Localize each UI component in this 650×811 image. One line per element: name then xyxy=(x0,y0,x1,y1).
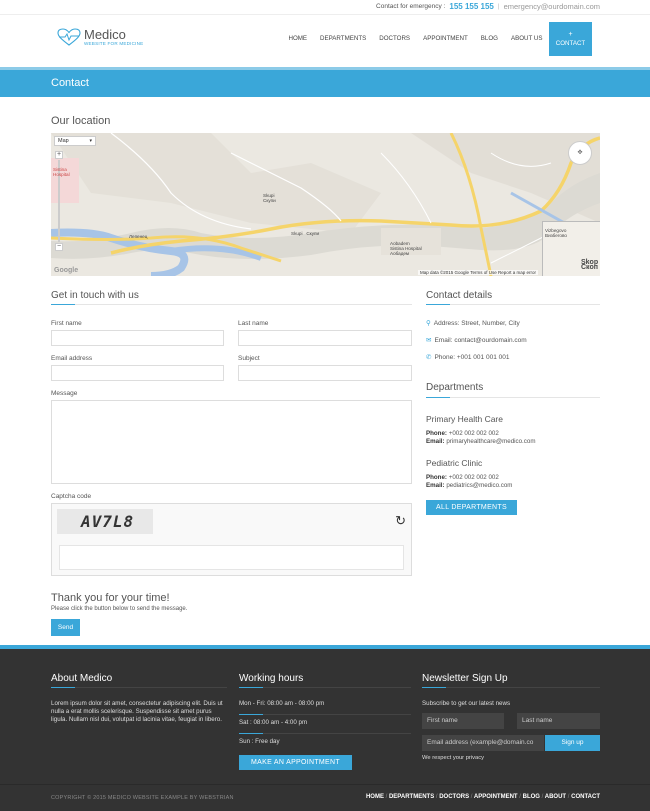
newsletter-underline xyxy=(422,687,600,688)
hours-sunday: Sun : Free day xyxy=(239,738,280,745)
make-appointment-button[interactable]: MAKE AN APPOINTMENT xyxy=(239,755,352,770)
refresh-icon[interactable]: ↻ xyxy=(395,513,406,528)
map-type-select[interactable] xyxy=(54,136,96,146)
copyright: COPYRIGHT © 2015 MEDICO WEBSITE EXAMPLE BY WEBSTRIAN xyxy=(51,795,234,801)
map-label-lepenec: Лепенец xyxy=(129,234,148,239)
footer-nav-sep: / xyxy=(541,794,544,800)
newsletter-email-input[interactable]: Email address (example@domain.co xyxy=(422,735,544,751)
footer-nav-sep: / xyxy=(519,794,521,800)
footer-nav-sep: / xyxy=(385,794,388,800)
footer-nav-sep: / xyxy=(470,794,473,800)
nav-home[interactable]: HOME xyxy=(288,35,308,42)
main-nav xyxy=(282,22,592,56)
footer-nav-appointment[interactable]: APPOINTMENT xyxy=(473,794,518,800)
site-footer xyxy=(0,645,650,811)
footer-nav-sep: / xyxy=(567,794,570,800)
footer-nav-blog[interactable]: BLOG xyxy=(522,794,540,800)
top-bar xyxy=(0,0,650,14)
newsletter-last-name-input[interactable]: Last name xyxy=(517,713,600,729)
phone-icon: ✆ xyxy=(426,354,432,361)
email-label: Email: xyxy=(426,438,445,445)
footer-nav-contact[interactable]: CONTACT xyxy=(571,794,600,800)
captcha-image: AV7L8 xyxy=(57,509,153,534)
footer-nav-about[interactable]: ABOUT xyxy=(544,794,567,800)
map-label-skupi-road: Skupi Скупи xyxy=(291,231,320,236)
nav-departments[interactable]: DEPARTMENTS xyxy=(320,35,367,42)
newsletter-text: Subscribe to get our latest news xyxy=(422,700,511,707)
footer-nav-doctors[interactable]: DOCTORS xyxy=(439,794,470,800)
email-label: Email: xyxy=(426,482,445,489)
map-label-skop: Skop Скоп xyxy=(581,259,599,271)
topbar-separator: | xyxy=(497,3,500,10)
newsletter-first-name-input[interactable]: First name xyxy=(422,713,504,729)
subject-input[interactable] xyxy=(238,365,412,381)
page-title: Contact xyxy=(51,77,89,89)
contact-address xyxy=(426,319,520,327)
thanks-text: Please click the button below to send the message. xyxy=(51,606,188,612)
first-name-label: First name xyxy=(51,320,82,327)
contact-phone-text: Phone: +001 001 001 001 xyxy=(434,354,510,361)
zoom-out-button[interactable]: − xyxy=(56,243,62,250)
signup-button[interactable]: Sign up xyxy=(545,735,600,751)
nav-contact[interactable] xyxy=(549,22,592,56)
last-name-input[interactable] xyxy=(238,330,412,346)
footer-nav-departments[interactable]: DEPARTMENTS xyxy=(388,794,435,800)
message-label: Message xyxy=(51,390,78,397)
map-label-vizbegovo: Vizbegovo Визбегово xyxy=(545,228,567,238)
logo-name: Medico xyxy=(84,26,126,42)
departments-underline xyxy=(426,397,600,398)
form-title-underline xyxy=(51,304,412,305)
privacy-note: We respect your privacy xyxy=(422,755,485,761)
map-label-skupi: Skupi Скупи xyxy=(263,193,276,203)
map-marker-icon: ⚲ xyxy=(426,320,431,327)
thanks-title: Thank you for your time! xyxy=(51,592,170,604)
page-title-band xyxy=(0,67,650,97)
logo-tagline: WEBSITE FOR MEDICINE xyxy=(84,40,144,46)
google-logo: Google xyxy=(54,267,79,274)
form-title: Get in touch with us xyxy=(51,290,139,301)
nav-contact-plus: + xyxy=(568,31,573,38)
map-pan-control[interactable] xyxy=(568,141,592,165)
emergency-email-link[interactable]: emergency@ourdomain.com xyxy=(503,2,600,11)
department-email-value[interactable]: primaryhealthcare@medico.com xyxy=(446,438,536,445)
map-zoom-control xyxy=(55,151,63,251)
zoom-in-button[interactable]: + xyxy=(56,151,62,158)
captcha-label: Captcha code xyxy=(51,493,92,500)
send-button[interactable]: Send xyxy=(51,619,80,636)
message-textarea[interactable] xyxy=(51,400,412,484)
envelope-icon: ✉ xyxy=(426,337,432,344)
map-label-aobadem: Aobadem Sistina Hospital Аобадем xyxy=(390,241,422,256)
all-departments-button[interactable]: ALL DEPARTMENTS xyxy=(426,500,517,515)
nav-doctors[interactable]: DOCTORS xyxy=(379,35,411,42)
nav-about-us[interactable]: ABOUT US xyxy=(510,35,543,42)
location-title: Our location xyxy=(51,115,111,127)
nav-contact-label: CONTACT xyxy=(555,40,586,47)
site-header xyxy=(0,14,650,67)
department-name-pediatric[interactable]: Pediatric Clinic xyxy=(426,458,483,468)
about-underline xyxy=(51,687,227,688)
about-text: Lorem ipsum dolor sit amet, consectetur adipiscing elit. Duis ut nulla a erat mollis scelerisque. Suspendisse sit amet purus ligula. Nullam nisl dui, volutpat id lacinia vitae, feugiat in libero. xyxy=(51,700,223,723)
map-credits[interactable]: Map data ©2015 Google Terms of Use Report a map error xyxy=(419,270,536,275)
department-phone-value: +002 002 002 002 xyxy=(448,430,499,437)
department-phone-pediatric xyxy=(426,474,499,481)
phone-label: Phone: xyxy=(426,430,447,437)
logo[interactable] xyxy=(57,28,143,46)
contact-address-text: Address: Street, Number, City xyxy=(433,320,520,327)
map-roads xyxy=(51,133,600,276)
departments-title: Departments xyxy=(426,382,484,393)
footer-nav-sep: / xyxy=(435,794,438,800)
email-label: Email address xyxy=(51,355,93,362)
hours-weekdays: Mon - Fri: 08:00 am - 08:00 pm xyxy=(239,700,325,707)
about-title: About Medico xyxy=(51,673,113,684)
map-type-label: Map xyxy=(58,138,69,144)
contact-email-text: Email: contact@ourdomain.com xyxy=(434,337,527,344)
chevron-down-icon: ▾ xyxy=(89,138,92,144)
map-label-hospital: Sistina Hospital xyxy=(53,167,70,177)
footer-bottom-bar xyxy=(0,784,650,811)
captcha-box xyxy=(51,503,412,576)
footer-nav xyxy=(366,794,600,800)
location-map[interactable] xyxy=(51,133,600,276)
heart-pulse-icon xyxy=(57,28,81,46)
department-email-value[interactable]: pediatrics@medico.com xyxy=(446,482,513,489)
department-email-primary xyxy=(426,438,535,445)
contact-email[interactable] xyxy=(426,336,527,344)
phone-label: Phone: xyxy=(426,474,447,481)
hours-divider xyxy=(239,714,411,715)
map-overview[interactable] xyxy=(542,221,600,276)
subject-label: Subject xyxy=(238,355,260,362)
footer-nav-home[interactable]: HOME xyxy=(365,794,384,800)
department-phone-primary xyxy=(426,430,499,437)
pan-arrows-icon: ✥ xyxy=(577,150,583,156)
contact-details-underline xyxy=(426,304,600,305)
contact-details-title: Contact details xyxy=(426,290,493,301)
last-name-label: Last name xyxy=(238,320,269,327)
email-input[interactable] xyxy=(51,365,224,381)
hours-underline xyxy=(239,687,411,688)
newsletter-title: Newsletter Sign Up xyxy=(422,673,508,684)
emergency-phone[interactable]: 155 155 155 xyxy=(449,2,494,11)
hours-saturday: Sat : 08:00 am - 4:00 pm xyxy=(239,719,308,726)
department-email-pediatric xyxy=(426,482,512,489)
emergency-label: Contact for emergency : xyxy=(376,3,446,10)
contact-phone xyxy=(426,353,509,361)
first-name-input[interactable] xyxy=(51,330,224,346)
department-phone-value: +002 002 002 002 xyxy=(448,474,499,481)
hours-title: Working hours xyxy=(239,673,304,684)
nav-blog[interactable]: BLOG xyxy=(480,35,498,42)
nav-appointment[interactable]: APPOINTMENT xyxy=(423,35,468,42)
captcha-input[interactable] xyxy=(59,545,404,570)
department-name-primary[interactable]: Primary Health Care xyxy=(426,414,503,424)
hours-divider xyxy=(239,733,411,734)
